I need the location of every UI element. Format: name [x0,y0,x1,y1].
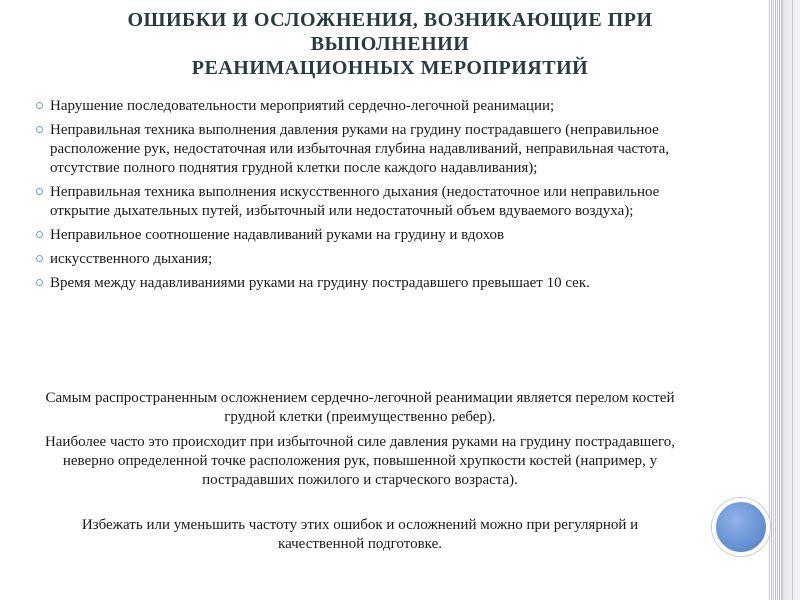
bullet-icon [36,188,43,195]
title-line-1: ОШИБКИ И ОСЛОЖНЕНИЯ, ВОЗНИКАЮЩИЕ ПРИ [127,9,653,31]
paragraph-causes: Наиболее часто это происходит при избыточной силе давления руками на грудину пострадавшего, неверно определенной точке расположения рук, повышенной хрупкости костей (например, у пострадавших пожилого и старческого возраста). [44,434,676,488]
bullet-icon [36,231,43,238]
list-item-text: искусственного дыхания; [50,251,213,267]
bullet-icon [36,126,43,133]
decorative-stripes [768,0,782,600]
list-item-text: Время между надавливаниями руками на грудину пострадавшего превышает 10 сек. [50,275,590,291]
list-item [36,183,696,221]
list-item-text: Неправильная техника выполнения давления руками на грудину пострадавшего (неправильное расположение рук, недостаточная или избыточная глубина надавливаний, неправильная частота, отсутствие полного поднятия грудной клетки после каждого надавливания); [50,122,670,176]
bullet-icon [36,102,43,109]
list-item-text: Неправильное соотношение надавливаний руками на грудину и вдохов [50,227,505,243]
bullet-icon [36,255,43,262]
list-item-text: Неправильная техника выполнения искусственного дыхания (недостаточное или неправильное открытие дыхательных путей, избыточный или недостаточный объем вдуваемого воздуха); [50,184,660,219]
list-item [36,97,696,116]
decorative-circle-icon [712,498,770,556]
decorative-edge [782,0,800,600]
bullet-list [36,97,696,298]
list-item [36,274,696,293]
paragraph-prevention: Избежать или уменьшить частоту этих ошибок и осложнений можно при регулярной и качественной подготовке. [81,517,639,552]
title-line-3: РЕАНИМАЦИОННЫХ МЕРОПРИЯТИЙ [191,57,589,79]
title-line-2: ВЫПОЛНЕНИИ [310,33,470,55]
paragraph-complication: Самым распространенным осложнением сердечно-легочной реанимации является перелом костей грудной клетки (преимущественно ребер). [45,390,675,425]
list-item-text: Нарушение последовательности мероприятий сердечно-легочной реанимации; [50,98,555,114]
bullet-icon [36,279,43,286]
list-item [36,250,696,269]
slide-title [40,8,740,80]
decorative-edge-line [792,0,793,600]
list-item [36,226,696,245]
list-item [36,121,696,178]
